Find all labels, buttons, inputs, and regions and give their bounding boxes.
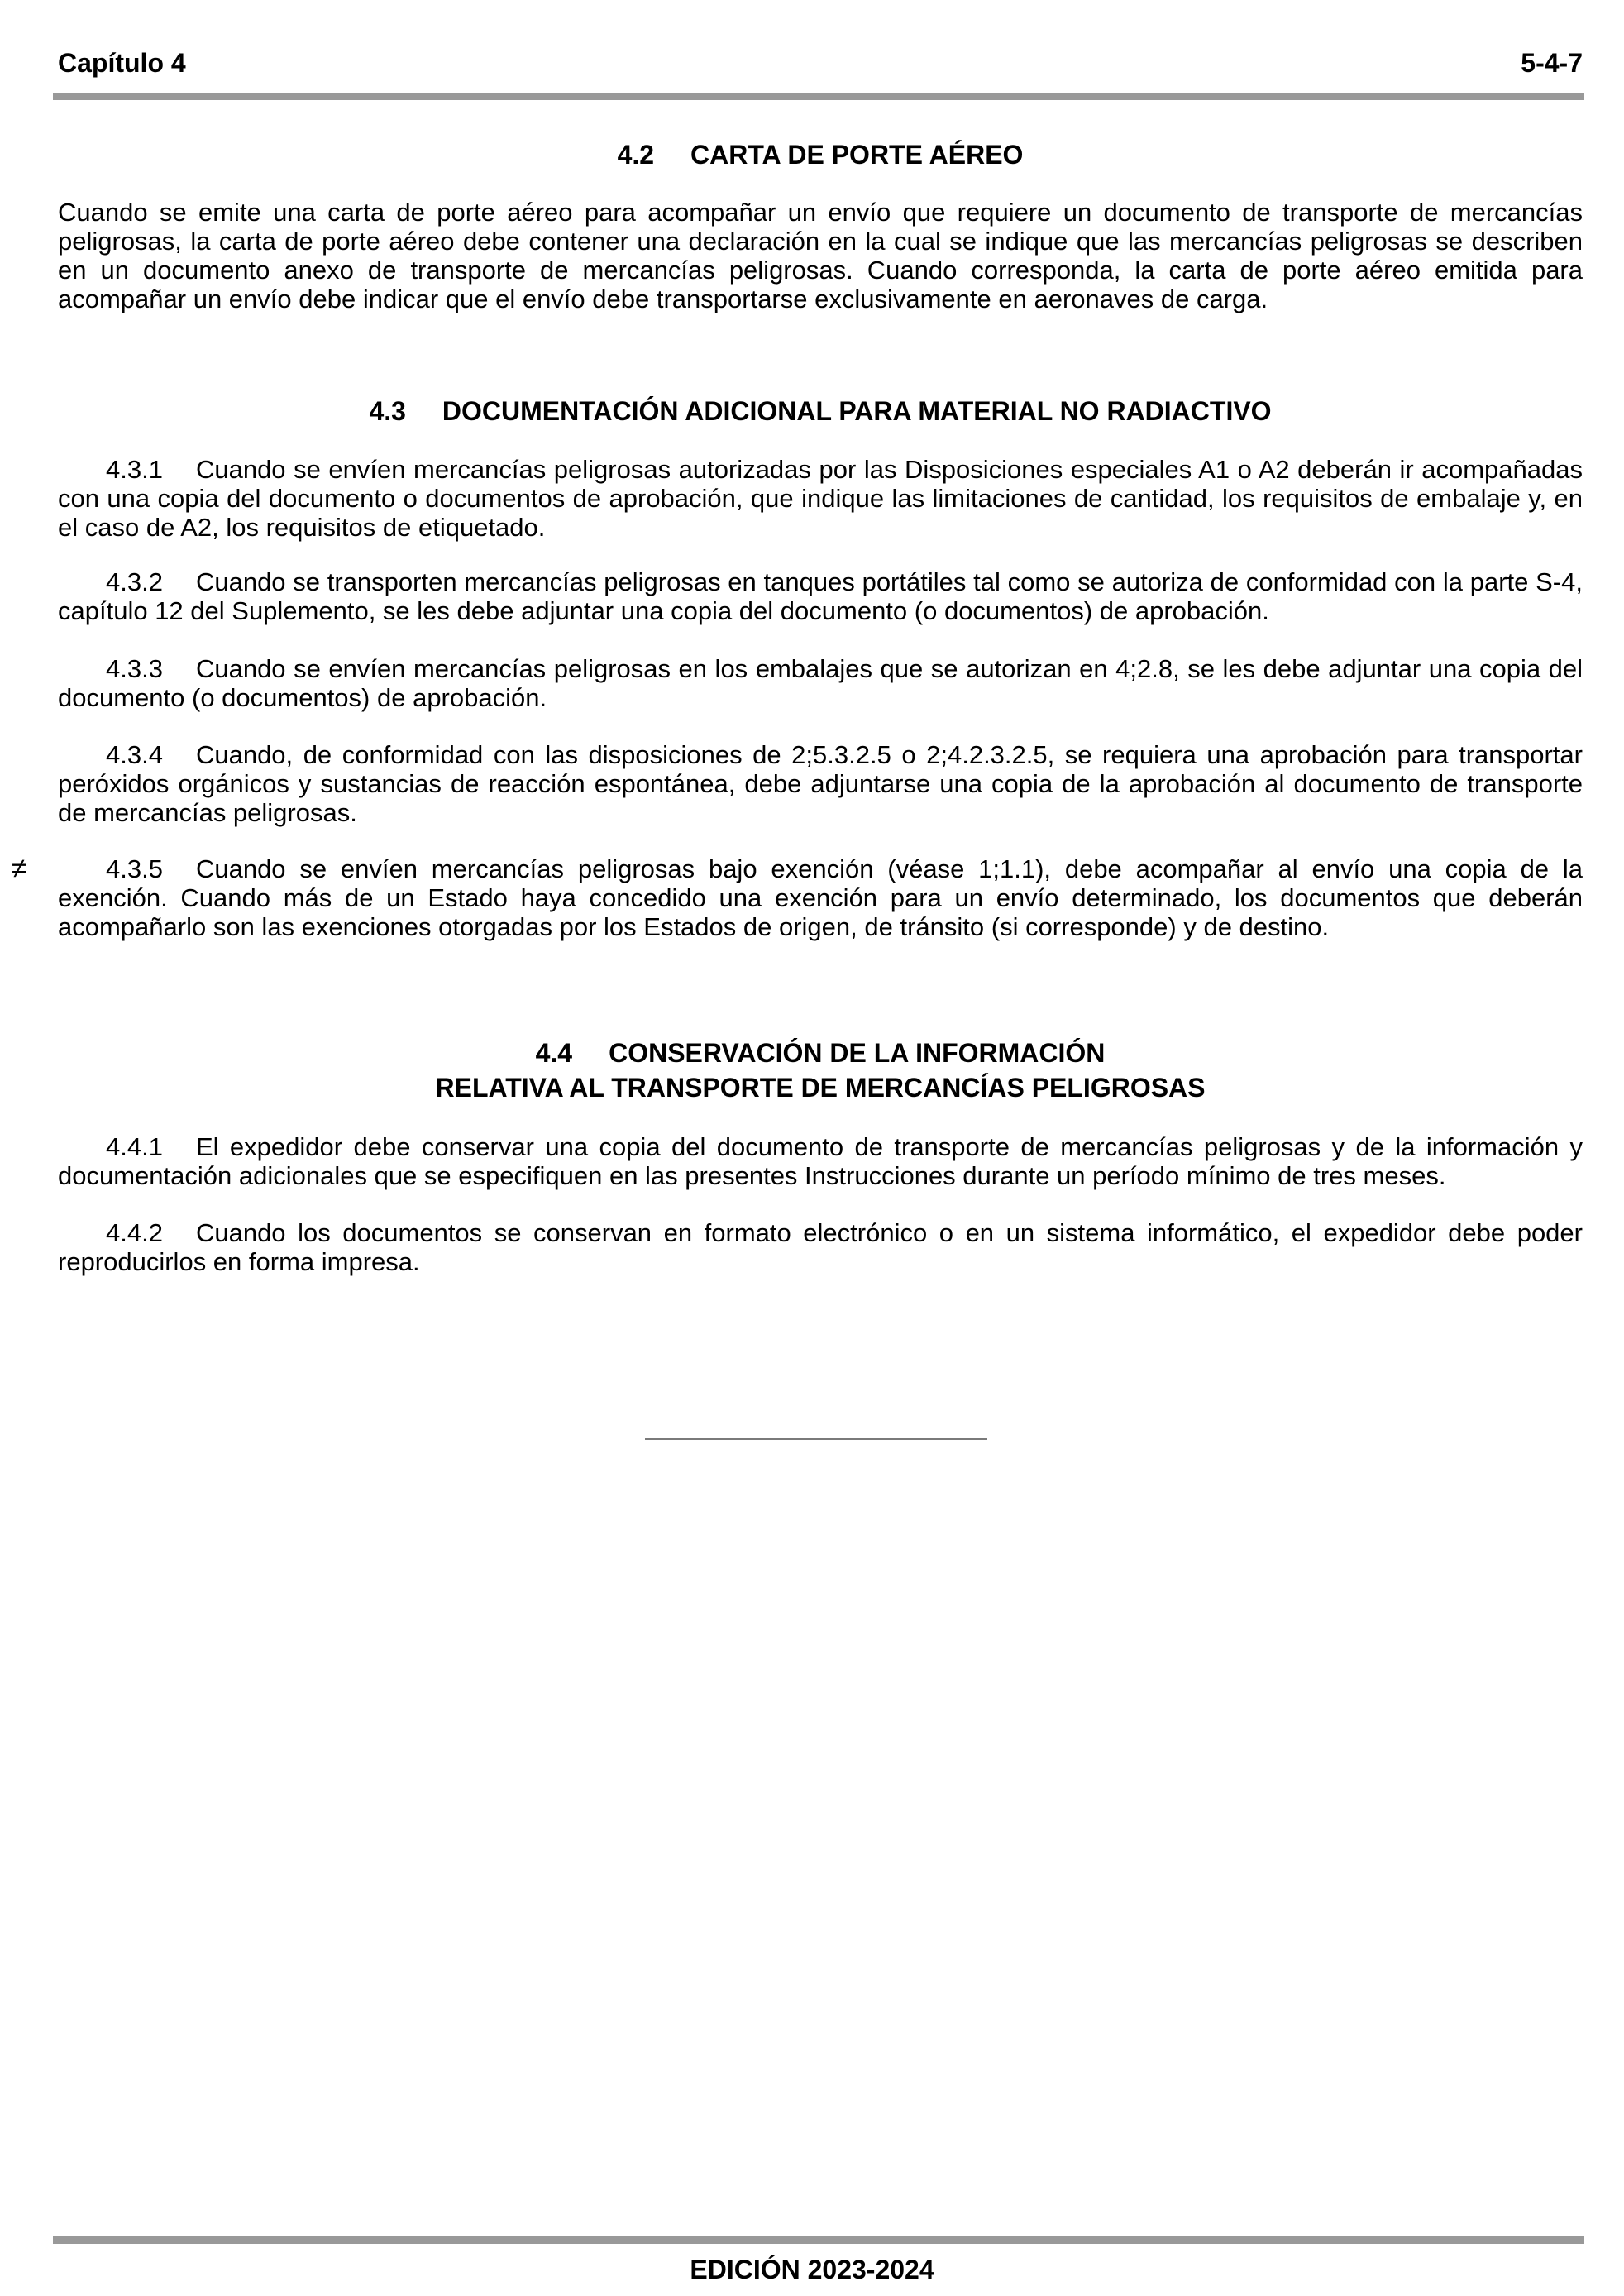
paragraph-4-4-2 — [58, 1218, 1583, 1276]
paragraph-number: 4.3.4 — [106, 740, 163, 769]
chapter-end-rule — [645, 1438, 987, 1440]
section-title: CONSERVACIÓN DE LA INFORMACIÓN — [609, 1038, 1106, 1068]
section-heading-4-4 — [58, 1036, 1583, 1070]
paragraph-number: 4.3.1 — [106, 455, 163, 484]
section-heading-4-3 — [58, 394, 1583, 428]
section-heading-4-4-line2: RELATIVA AL TRANSPORTE DE MERCANCÍAS PELIGROSAS — [435, 1073, 1206, 1103]
footer-edition: EDICIÓN 2023-2024 — [690, 2255, 934, 2284]
paragraph-text: El expedidor debe conservar una copia del documento de transporte de mercancías peligrosas y de la información y documentación adicionales que se especifiquen en las presentes Instrucciones durante un período mínimo de tres meses. — [58, 1132, 1583, 1190]
paragraph-number: 4.4.2 — [106, 1218, 163, 1247]
footer-divider — [53, 2236, 1584, 2244]
header-divider — [53, 93, 1584, 100]
paragraph-number: 4.3.2 — [106, 567, 163, 596]
paragraph-text: Cuando se envíen mercancías peligrosas en los embalajes que se autorizan en 4;2.8, se les debe adjuntar una copia del documento (o documentos) de aprobación. — [58, 654, 1583, 712]
section-number: 4.2 — [617, 140, 655, 170]
change-mark: ≠ — [12, 853, 27, 884]
page-header — [58, 48, 1583, 84]
paragraph-text: Cuando se transporten mercancías peligrosas en tanques portátiles tal como se autoriza de conformidad con la parte S-4, capítulo 12 del Suplemento, se les debe adjuntar una copia del documento (o documentos) de aprobación. — [58, 567, 1583, 625]
paragraph-4-3-1 — [58, 455, 1583, 542]
paragraph-number: 4.3.5 — [106, 854, 163, 883]
section-title: DOCUMENTACIÓN ADICIONAL PARA MATERIAL NO RADIACTIVO — [442, 396, 1272, 426]
paragraph-4-3-5 — [58, 854, 1583, 941]
section-heading-4-2 — [58, 137, 1583, 172]
section-number: 4.3 — [369, 396, 406, 426]
page-number: 5-4-7 — [1521, 48, 1583, 78]
section-title: CARTA DE PORTE AÉREO — [690, 140, 1024, 170]
paragraph-text: Cuando se envíen mercancías peligrosas bajo exención (véase 1;1.1), debe acompañar al envío una copia de la exención. Cuando más de un Estado haya concedido una exención para un envío determinado, los documentos que deberán acompañarlo son las exenciones otorgadas por los Estados de origen, de tránsito (si corresponde) y de destino. — [58, 854, 1583, 941]
section-number: 4.4 — [535, 1038, 573, 1068]
paragraph-text: Cuando, de conformidad con las disposiciones de 2;5.3.2.5 o 2;4.2.3.2.5, se requiera una aprobación para transportar peróxidos orgánicos y sustancias de reacción espontánea, debe adjuntarse una copia de la aprobación al documento de transporte de mercancías peligrosas. — [58, 740, 1583, 827]
paragraph-4-3-4 — [58, 740, 1583, 827]
paragraph-text: Cuando se envíen mercancías peligrosas autorizadas por las Disposiciones especiales A1 o A2 deberán ir acompañadas con una copia del documento o documentos de aprobación, que indique las limitaciones de cantidad, los requisitos de embalaje y, en el caso de A2, los requisitos de etiquetado. — [58, 455, 1583, 542]
paragraph-number: 4.4.1 — [106, 1132, 163, 1161]
paragraph-text: Cuando los documentos se conservan en formato electrónico o en un sistema informático, el expedidor debe poder reproducirlos en forma impresa. — [58, 1218, 1583, 1276]
paragraph-4-3-3 — [58, 654, 1583, 712]
chapter-label: Capítulo 4 — [58, 48, 186, 78]
section-4-2-paragraph: Cuando se emite una carta de porte aéreo para acompañar un envío que requiere un documento de transporte de mercancías peligrosas, la carta de porte aéreo debe contener una declaración en la cual se indique que las mercancías peligrosas se describen en un documento anexo de transporte de mercancías peligrosas. Cuando corresponda, la carta de porte aéreo emitida para acompañar un envío debe indicar que el envío debe transportarse exclusivamente en aeronaves de carga. — [58, 198, 1583, 313]
paragraph-4-3-2 — [58, 567, 1583, 625]
paragraph-number: 4.3.3 — [106, 654, 163, 683]
paragraph-4-4-1 — [58, 1132, 1583, 1190]
